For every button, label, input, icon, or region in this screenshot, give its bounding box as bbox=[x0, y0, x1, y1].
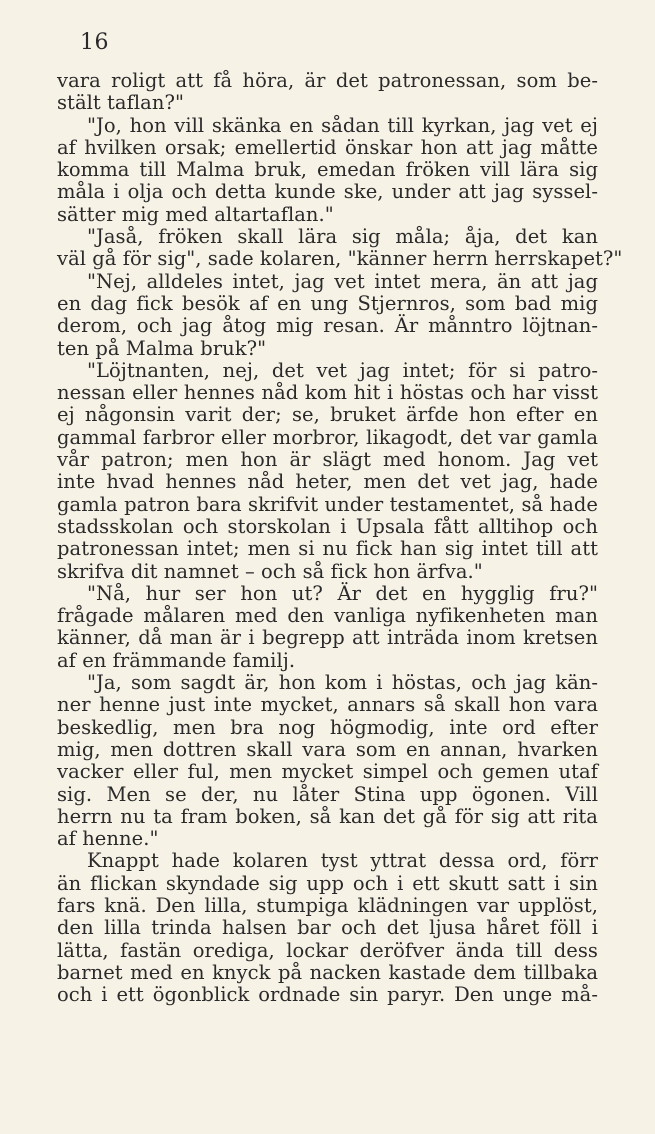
text-line: "Jo, hon vill skänka en sådan till kyrkan, jag vet ej bbox=[87, 113, 598, 137]
text-line: sig. Men se der, nu låter Stina upp ögonen. Vill bbox=[57, 782, 598, 806]
text-line: "Ja, som sagdt är, hon kom i höstas, och jag kän- bbox=[87, 671, 598, 695]
text-line: patronessan intet; men si nu fick han sig intet till att bbox=[57, 537, 598, 561]
text-line: derom, och jag åtog mig resan. Är månntro löjtnan- bbox=[57, 314, 598, 338]
text-line: stält taflan?" bbox=[57, 91, 184, 115]
text-line: ten på Malma bruk?" bbox=[57, 336, 267, 360]
text-line: ner henne just inte mycket, annars så skall hon vara bbox=[57, 693, 598, 717]
text-line: gamla patron bara skrifvit under testamentet, så hade bbox=[57, 492, 598, 516]
text-line: af en främmande familj. bbox=[57, 648, 296, 672]
text-line: barnet med en knyck på nacken kastade dem tillbaka bbox=[57, 960, 598, 984]
text-line: vara roligt att få höra, är det patronessan, som be- bbox=[57, 69, 598, 92]
text-line: "Löjtnanten, nej, det vet jag intet; för si patro- bbox=[87, 358, 598, 382]
text-line: af hvilken orsak; emellertid önskar hon att jag måtte bbox=[57, 135, 598, 159]
text-line: stadsskolan och storskolan i Upsala fått alltihop och bbox=[57, 514, 598, 538]
text-line: gammal farbror eller morbror, likagodt, det var gamla bbox=[57, 425, 598, 449]
text-line: än flickan skyndade sig upp och i ett skutt satt i sin bbox=[57, 871, 598, 895]
text-line: beskedlig, men bra nog högmodig, inte ord efter bbox=[57, 715, 598, 739]
text-line: komma till Malma bruk, emedan fröken vill lära sig bbox=[57, 158, 598, 182]
page-number: 16 bbox=[80, 30, 109, 55]
text-line: vacker eller ful, men mycket simpel och gemen utaf bbox=[57, 760, 598, 784]
text-line: ej någonsin varit der; se, bruket ärfde hon efter en bbox=[57, 403, 598, 427]
text-line: väl gå för sig", sade kolaren, "känner herrn herrskapet?" bbox=[57, 247, 623, 271]
text-line: en dag fick besök af en ung Stjernros, som bad mig bbox=[57, 291, 598, 315]
text-line: "Nå, hur ser hon ut? Är det en hygglig fru?" bbox=[87, 581, 598, 605]
text-line: fars knä. Den lilla, stumpiga klädningen var upplöst, bbox=[57, 893, 598, 917]
text-line: och i ett ögonblick ordnade sin paryr. Den unge må- bbox=[57, 983, 598, 1007]
text-line: inte hvad hennes nåd heter, men det vet jag, hade bbox=[57, 470, 598, 494]
text-line: känner, då man är i begrepp att inträda inom kretsen bbox=[57, 626, 598, 650]
text-line: nessan eller hennes nåd kom hit i höstas och har visst bbox=[57, 381, 598, 405]
body-text bbox=[57, 69, 623, 1007]
text-line: "Nej, alldeles intet, jag vet intet mera, än att jag bbox=[87, 269, 598, 293]
text-line: lätta, fastän orediga, lockar deröfver ända till dess bbox=[57, 938, 598, 962]
text-line: sätter mig med altartaflan." bbox=[57, 202, 334, 226]
text-line: Knappt hade kolaren tyst yttrat dessa ord, förr bbox=[87, 849, 598, 873]
text-line: den lilla trinda halsen bar och det ljusa håret föll i bbox=[57, 916, 598, 940]
text-line: frågade målaren med den vanliga nyfikenheten man bbox=[57, 604, 598, 628]
text-line: mig, men dottren skall vara som en annan, hvarken bbox=[57, 737, 598, 761]
text-line: vår patron; men hon är slägt med honom. Jag vet bbox=[57, 448, 598, 472]
text-line: skrifva dit namnet – och så fick hon ärfva." bbox=[57, 559, 483, 583]
text-line: "Jaså, fröken skall lära sig måla; åja, det kan bbox=[87, 225, 598, 249]
text-line: herrn nu ta fram boken, så kan det gå för sig att rita bbox=[57, 804, 598, 828]
text-line: måla i olja och detta kunde ske, under att jag syssel- bbox=[57, 180, 598, 204]
text-line: af henne." bbox=[57, 827, 159, 851]
